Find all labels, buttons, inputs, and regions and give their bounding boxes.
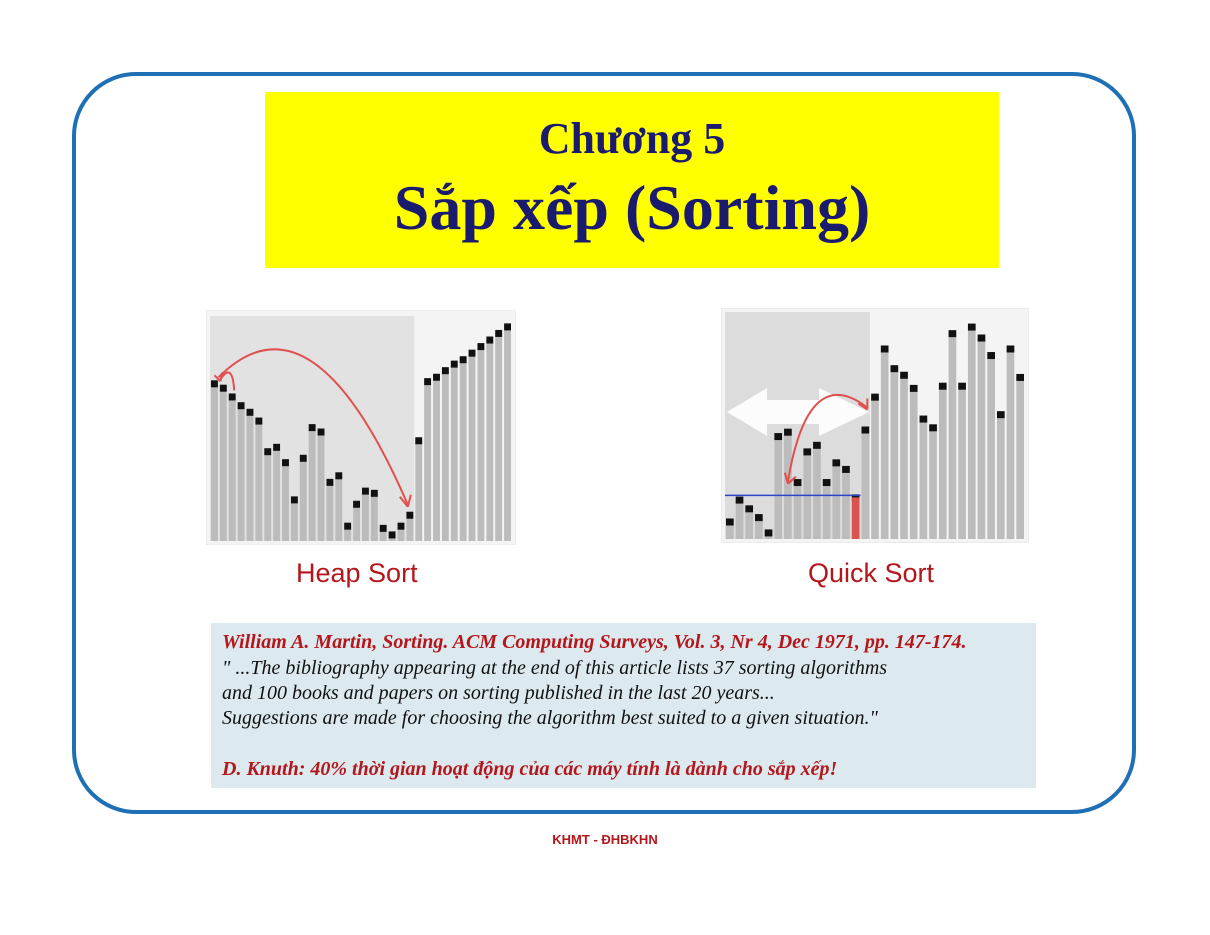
bar bbox=[433, 377, 440, 541]
bar-marker bbox=[362, 488, 369, 495]
bar-marker bbox=[406, 512, 413, 519]
bar bbox=[900, 375, 908, 539]
bar-marker bbox=[968, 324, 976, 331]
bar-marker bbox=[774, 433, 782, 440]
bar bbox=[736, 500, 744, 539]
bar bbox=[229, 396, 236, 541]
bar bbox=[871, 397, 879, 539]
bar bbox=[469, 353, 476, 541]
bar bbox=[949, 333, 957, 539]
chapter-label: Chương 5 bbox=[538, 114, 726, 163]
bar-marker bbox=[211, 380, 218, 387]
bar-marker bbox=[1016, 374, 1024, 381]
knuth-quote: D. Knuth: 40% thời gian hoạt động của các máy tính là dành cho sắp xếp! bbox=[222, 758, 838, 780]
bar bbox=[978, 338, 986, 539]
bar-marker bbox=[309, 424, 316, 431]
bar bbox=[794, 482, 802, 539]
bar bbox=[910, 388, 918, 539]
bar bbox=[745, 508, 753, 539]
heap-sort-caption: Heap Sort bbox=[296, 558, 418, 588]
bar-marker bbox=[451, 361, 458, 368]
bar bbox=[300, 458, 307, 541]
bar-marker bbox=[939, 383, 947, 390]
bar-marker bbox=[371, 490, 378, 497]
quote-line-3: Suggestions are made for choosing the algorithm best suited to a given situation." bbox=[222, 707, 878, 729]
bar-marker bbox=[726, 518, 734, 525]
quick-sort-caption: Quick Sort bbox=[808, 558, 935, 588]
bar bbox=[881, 348, 889, 539]
bar bbox=[415, 440, 422, 541]
bar-marker bbox=[910, 385, 918, 392]
bar-marker bbox=[736, 497, 744, 504]
bar-marker bbox=[755, 514, 763, 521]
bar-marker bbox=[380, 525, 387, 532]
bar bbox=[939, 386, 947, 539]
bar-marker bbox=[229, 393, 236, 400]
bar bbox=[891, 368, 899, 539]
bar bbox=[220, 388, 227, 541]
bar-marker bbox=[335, 472, 342, 479]
bar bbox=[371, 493, 378, 541]
bar bbox=[486, 340, 493, 541]
bar-marker bbox=[469, 350, 476, 357]
bar-marker bbox=[832, 459, 840, 466]
bar-marker bbox=[255, 418, 262, 425]
bar-marker bbox=[344, 523, 351, 530]
bar bbox=[264, 451, 271, 541]
bar bbox=[282, 462, 289, 541]
bar-marker bbox=[273, 444, 280, 451]
bar-marker bbox=[415, 437, 422, 444]
bar-marker bbox=[871, 394, 879, 401]
bar bbox=[273, 447, 280, 541]
bar bbox=[477, 346, 484, 541]
quick-sort-figure bbox=[721, 308, 1029, 543]
bar-marker bbox=[949, 330, 957, 337]
quote-box bbox=[211, 623, 1036, 788]
bar bbox=[842, 469, 850, 539]
bar bbox=[504, 326, 511, 541]
bar bbox=[495, 333, 502, 541]
bar-marker bbox=[978, 335, 986, 342]
bar-marker bbox=[920, 416, 928, 423]
bar bbox=[997, 414, 1005, 539]
bar-marker bbox=[929, 424, 937, 431]
bar bbox=[335, 475, 342, 541]
bar-marker bbox=[823, 479, 831, 486]
bar-marker bbox=[353, 501, 360, 508]
pivot-bar bbox=[852, 497, 860, 539]
bar bbox=[442, 370, 449, 541]
bar bbox=[1016, 377, 1024, 539]
bar bbox=[211, 383, 218, 541]
bar bbox=[362, 491, 369, 541]
bar bbox=[318, 432, 325, 542]
bar-marker bbox=[765, 529, 773, 536]
bar-marker bbox=[881, 345, 889, 352]
bar bbox=[832, 462, 840, 539]
bar bbox=[326, 482, 333, 541]
bar-marker bbox=[300, 455, 307, 462]
bar-marker bbox=[958, 383, 966, 390]
bar-marker bbox=[891, 365, 899, 372]
bar-marker bbox=[282, 459, 289, 466]
heap-sort-visualization bbox=[206, 310, 516, 545]
quote-line-1: " ...The bibliography appearing at the end of this article lists 37 sorting algorithms bbox=[222, 657, 888, 679]
bar-marker bbox=[504, 323, 511, 330]
bar bbox=[1007, 348, 1015, 539]
bar-marker bbox=[745, 505, 753, 512]
bar-marker bbox=[238, 402, 245, 409]
bar-marker bbox=[389, 531, 396, 538]
slide-title: Sắp xếp (Sorting) bbox=[393, 172, 871, 243]
citation-line: William A. Martin, Sorting. ACM Computing Surveys, Vol. 3, Nr 4, Dec 1971, pp. 147-174. bbox=[222, 631, 967, 653]
bar-marker bbox=[220, 385, 227, 392]
heap-sort-figure bbox=[206, 310, 516, 545]
bar bbox=[784, 432, 792, 539]
bar bbox=[813, 445, 821, 539]
bar-marker bbox=[861, 427, 869, 434]
bar-marker bbox=[424, 378, 431, 385]
bar bbox=[353, 504, 360, 541]
bar-marker bbox=[803, 448, 811, 455]
title-banner bbox=[265, 92, 999, 268]
bar-marker bbox=[247, 409, 254, 416]
bar-marker bbox=[326, 479, 333, 486]
bar-marker bbox=[318, 429, 325, 436]
bar-marker bbox=[264, 448, 271, 455]
bar bbox=[987, 355, 995, 539]
bar-marker bbox=[398, 523, 405, 530]
bar-marker bbox=[997, 411, 1005, 418]
bar bbox=[238, 405, 245, 541]
bar bbox=[774, 436, 782, 539]
bar-marker bbox=[1007, 345, 1015, 352]
bar bbox=[958, 386, 966, 539]
bar-marker bbox=[460, 356, 467, 363]
bar-marker bbox=[987, 352, 995, 359]
bar bbox=[968, 327, 976, 539]
bar bbox=[823, 482, 831, 539]
bar bbox=[255, 421, 262, 541]
footer-label: KHMT - ĐHBKHN bbox=[552, 832, 658, 847]
bar bbox=[929, 427, 937, 539]
bar-marker bbox=[442, 367, 449, 374]
bar-marker bbox=[486, 337, 493, 344]
bar-marker bbox=[842, 466, 850, 473]
bar bbox=[424, 381, 431, 541]
quick-sort-visualization bbox=[721, 308, 1029, 543]
quote-line-2: and 100 books and papers on sorting published in the last 20 years... bbox=[222, 682, 775, 704]
bar-marker bbox=[813, 442, 821, 449]
bar-marker bbox=[794, 479, 802, 486]
bar bbox=[291, 499, 298, 541]
bar-marker bbox=[291, 496, 298, 503]
bar-marker bbox=[900, 372, 908, 379]
bar bbox=[861, 430, 869, 540]
bar-marker bbox=[495, 330, 502, 337]
bar-marker bbox=[784, 429, 792, 436]
bar bbox=[309, 427, 316, 541]
bar bbox=[460, 359, 467, 541]
bar bbox=[247, 412, 254, 541]
bar bbox=[451, 364, 458, 541]
bar-marker bbox=[477, 343, 484, 350]
bar bbox=[920, 419, 928, 539]
bar-marker bbox=[433, 374, 440, 381]
